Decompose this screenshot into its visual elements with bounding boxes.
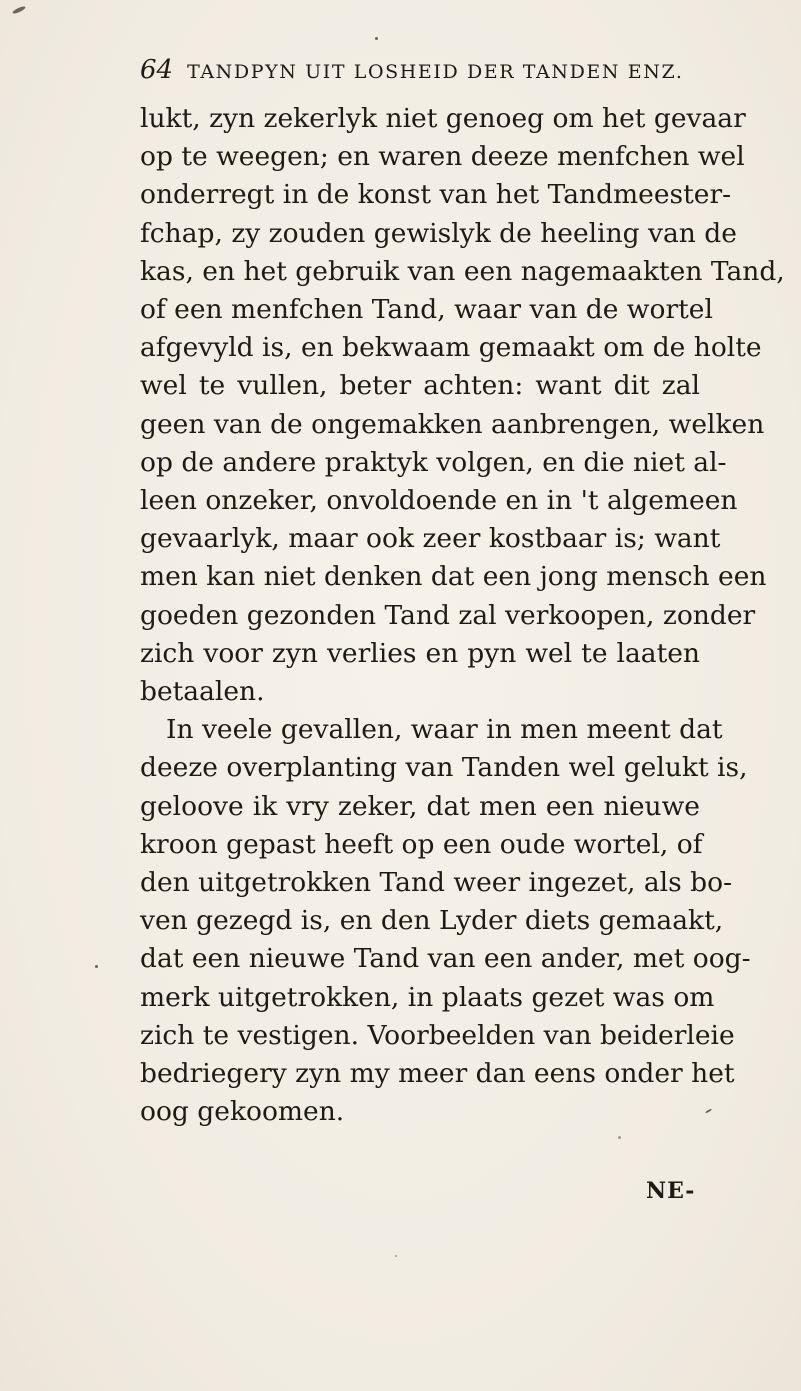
text-line: wel te vullen, beter achten: want dit zal — [140, 370, 700, 402]
paper-speck — [705, 1108, 712, 1113]
text-line: afgevyld is, en bekwaam gemaakt om de holte — [140, 332, 762, 364]
text-line: of een menfchen Tand, waar van de wortel — [140, 294, 713, 326]
paper-speck — [12, 5, 26, 15]
text-line: geen van de ongemakken aanbrengen, welken — [140, 408, 765, 440]
text-line: men kan niet denken dat een jong mensch een — [140, 561, 767, 593]
text-line: dat een nieuwe Tand van een ander, met oog- — [140, 943, 751, 975]
text-line: ven gezegd is, en den Lyder diets gemaakt, — [140, 905, 724, 937]
text-line: onderregt in de konst van het Tandmeester- — [140, 179, 732, 211]
paper-speck — [395, 1255, 397, 1257]
text-line: gevaarlyk, maar ook zeer kostbaar is; want — [140, 523, 721, 555]
text-line: kas, en het gebruik van een nagemaakten Tand, — [140, 255, 785, 287]
text-line: kroon gepast heeft op een oude wortel, of — [140, 828, 703, 860]
running-title: TANDPYN UIT LOSHEID DER TANDEN ENZ. — [187, 61, 684, 83]
page-number: 64 — [140, 55, 174, 85]
text-line: zich voor zyn verlies en pyn wel te laaten — [140, 637, 700, 669]
text-line: deeze overplanting van Tanden wel gelukt is, — [140, 752, 748, 784]
text-line: geloove ik vry zeker, dat men een nieuwe — [140, 790, 700, 822]
paper-speck — [95, 965, 98, 968]
paragraph-end-line: oog gekoomen. — [140, 1096, 345, 1128]
text-line: op te weegen; en waren deeze menfchen wel — [140, 141, 745, 173]
paper-speck — [375, 37, 378, 40]
text-line: zich te vestigen. Voorbeelden van beiderleie — [140, 1019, 735, 1051]
paragraph-start-line: In veele gevallen, waar in men meent dat — [166, 714, 723, 746]
text-line: fchap, zy zouden gewislyk de heeling van de — [140, 217, 737, 249]
paragraph-end-line: betaalen. — [140, 676, 265, 708]
body-text — [140, 100, 785, 1131]
text-line: den uitgetrokken Tand weer ingezet, als bo- — [140, 867, 733, 899]
text-line: op de andere praktyk volgen, en die niet al- — [140, 446, 727, 478]
text-line: goeden gezonden Tand zal verkoopen, zonder — [140, 599, 756, 631]
text-line: merk uitgetrokken, in plaats gezet was om — [140, 981, 715, 1013]
text-line: bedriegery zyn my meer dan eens onder het — [140, 1058, 735, 1090]
catchword: NE- — [646, 1178, 696, 1204]
text-line: leen onzeker, onvoldoende en in 't algemeen — [140, 485, 738, 517]
text-line: lukt, zyn zekerlyk niet genoeg om het gevaar — [140, 103, 746, 134]
running-header — [140, 55, 684, 85]
paper-speck — [618, 1136, 621, 1139]
